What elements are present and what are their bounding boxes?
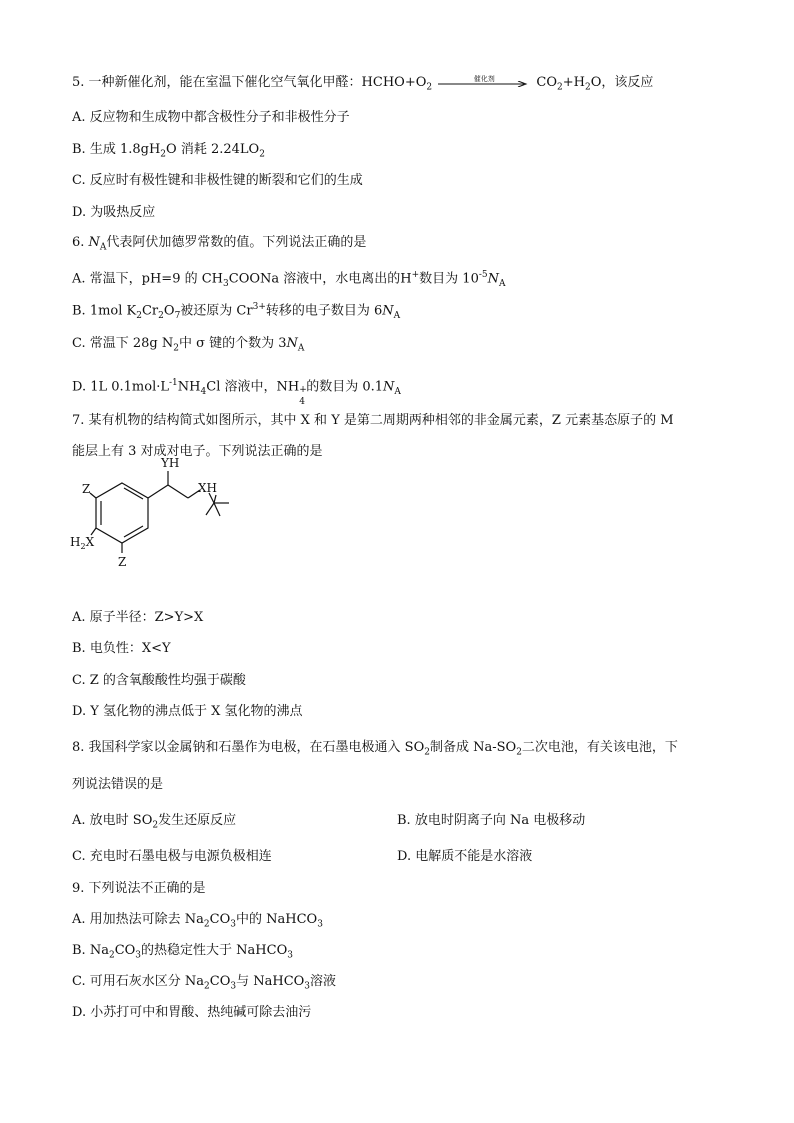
label-z-top: Z <box>82 482 91 496</box>
q5-option-c: C. 反应时有极性键和非极性键的断裂和它们的生成 <box>72 173 363 188</box>
q6-option-c: C. 常温下 28g $N_2$中 σ 键的个数为 $3N_A$ <box>72 336 305 354</box>
reaction-arrow <box>438 76 530 90</box>
q9-option-a: A. 用加热法可除去 $Na_2CO_3$中的 NaHCO$_3$ <box>72 912 323 930</box>
q6-option-b: B. 1mol $K_2Cr_2O_7$被还原为 $Cr^{3+}$转移的电子数目为 $6N_A$ <box>72 302 401 321</box>
q7-option-a: A. 原子半径：Z>Y>X <box>72 610 204 625</box>
q7-stem-line2: 能层上有 3 对成对电子。下列说法正确的是 <box>72 444 323 459</box>
q6-stem: 6. $N_A$代表阿伏加德罗常数的值。下列说法正确的是 <box>72 235 367 253</box>
q6-option-a: A. 常温下，pH=9 的 $CH_3COONa$ 溶液中，水电离出的H+数目为 $10^{-5}N_A$ <box>72 270 506 289</box>
bond-z-top <box>90 493 96 498</box>
q5-option-a: A. 反应物和生成物中都含极性分子和非极性分子 <box>72 110 350 125</box>
q8-option-a: A. 放电时 $SO_2$发生还原反应 <box>72 813 237 831</box>
q9-option-b: B. $Na_2CO_3$的热稳定性大于 NaHCO$_3$ <box>72 943 293 961</box>
q5-option-d: D. 为吸热反应 <box>72 205 156 220</box>
q5-option-b: B. 生成 $1.8gH_2O$ 消耗 $2.24LO_2$ <box>72 142 265 160</box>
q7-option-d: D. Y 氢化物的沸点低于 X 氢化物的沸点 <box>72 704 303 719</box>
q8-stem-line1: 8. 我国科学家以金属钠和石墨作为电极，在石墨电极通入 $SO_2$制备成 $Na-SO_2$二次电池，有关该电池，下 <box>72 740 678 758</box>
q9-option-d: D. 小苏打可中和胃酸、热纯碱可除去油污 <box>72 1005 312 1020</box>
q8-option-c: C. 充电时石墨电极与电源负极相连 <box>72 849 272 864</box>
q8-option-b: B. 放电时阴离子向 Na 电极移动 <box>397 813 586 828</box>
label-xh: XH <box>198 481 218 495</box>
q8-option-d: D. 电解质不能是水溶液 <box>397 849 533 864</box>
q9-option-c: C. 可用石灰水区分 $Na_2CO_3$与 NaHCO$_3$溶液 <box>72 974 337 992</box>
q7-option-b: B. 电负性：X<Y <box>72 641 171 656</box>
bond-h2x <box>91 528 96 535</box>
label-yh: YH <box>161 456 180 470</box>
q5-stem: 5. 一种新催化剂，能在室温下催化空气氧化甲醛：$HCHO+O_2$ 催化剂 $CO_2+H_2O$，该反应 <box>72 74 653 97</box>
q7-option-c: C. Z 的含氧酸酸性均强于碳酸 <box>72 673 246 688</box>
label-z-bottom: Z <box>118 555 127 569</box>
q7-stem-line1: 7. 某有机物的结构简式如图所示，其中 X 和 Y 是第二周期两种相邻的非金属元素，Z 元素基态原子的 M <box>72 413 674 428</box>
label-h2x: $H_2X$ <box>70 535 95 551</box>
q9-stem: 9. 下列说法不正确的是 <box>72 881 206 896</box>
catalyst-label: 催化剂 <box>473 74 495 83</box>
q8-stem-line2: 列说法错误的是 <box>72 777 164 792</box>
benzene-ring <box>96 483 148 543</box>
structure-diagram <box>64 455 244 575</box>
q6-option-d: D. 1L $0.1mol\cdot L^{-1}NH_4Cl$ 溶液中，NH + 4 的数目为 $0.1N_A$ <box>72 378 401 408</box>
